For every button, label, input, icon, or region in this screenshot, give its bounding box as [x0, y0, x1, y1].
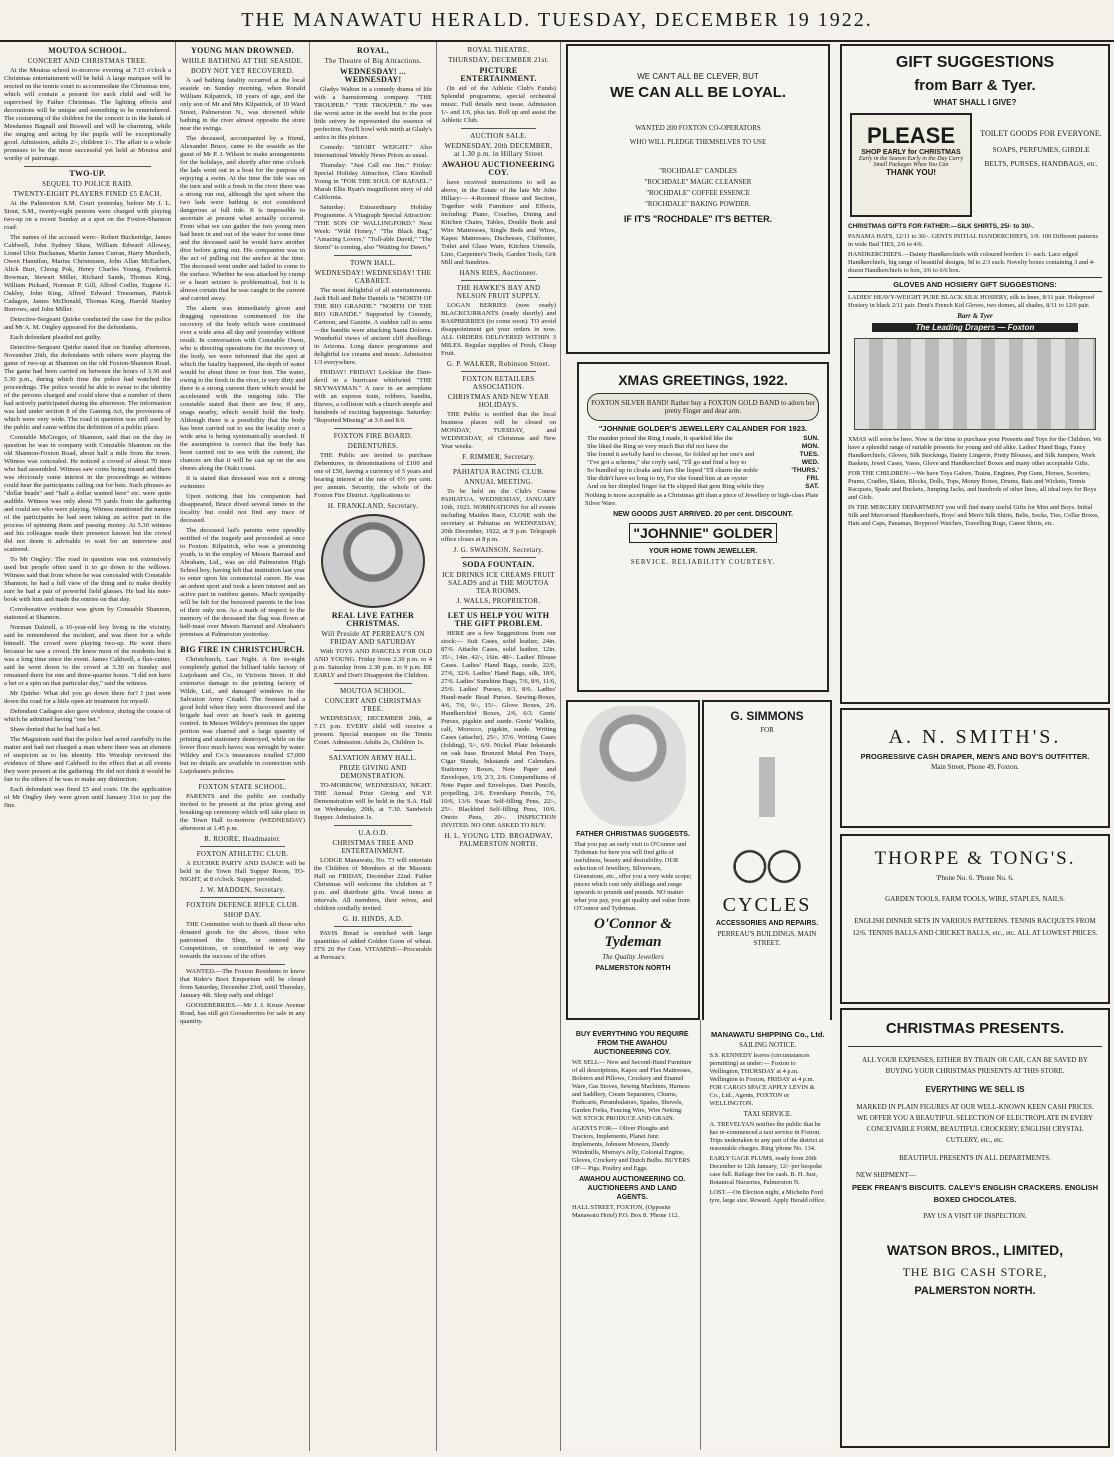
ad-text: Main Street, Phone 49, Foxton. [931, 763, 1019, 771]
paragraph: Gladys Walton in a comedy drama of life with a barnstorming company. "THE TROUPER." "THE TROUPER." He was the worst actor in the world but to the poor little snivey he represented the essence of perfection. You'll howl with mirth at Glady's antics in this picture. [314, 86, 432, 141]
paragraph: Corroborative evidence was given by Constable Shannon, stationed at Shannon. [4, 606, 171, 621]
signature: J. WALLS, PROPRIETOR. [456, 597, 541, 605]
subheadline: CHRISTMAS AND NEW YEAR HOLIDAYS. [447, 393, 550, 409]
subheadline: DEBENTURES. [347, 442, 399, 450]
ad-text: WE SELL— New and Second-Hand Furniture of all descriptions, Kapoc and Flax Mattresses, Bolsters and Pillows, Crockery and Enamel Ware, Gas Stoves, Sewing Machines, Harness and Saddlery, Cream Separators, Churns, Pushcarts, Perambulators, Spades, Shovels, Garden Forks, Fencing Wire, Wire Netting. WE STOCK PRODUCE AND GRAIN. [572, 1059, 692, 1122]
headline: ROYAL, [357, 46, 389, 55]
notice-title: THE HAWKE'S BAY AND NELSON FRUIT SUPPLY. [456, 284, 541, 300]
paragraph: (In aid of the Athletic Club's Funds) Splendid programme, special orchestral music. Full details next issue. Admission 1/- and 1/6, plus tax. Roll up and assist the Athletic Club. [441, 85, 556, 124]
verse: She found it awfully hard to choose, So folded up her one's and [587, 451, 755, 458]
ring-illustration [587, 393, 819, 421]
ad-text: LOST.—On Election night, a Michelin Ford tyre, large size. Reward. Apply Herald office. [709, 1189, 826, 1204]
ad-subheadline: EVERYTHING WE SELL IS [925, 1085, 1025, 1094]
day: FRI. [806, 475, 819, 482]
ad-text: ACCESSORIES AND REPAIRS. [715, 920, 819, 927]
verse: The maiden prized the Ring I made, It sparkled like the [587, 435, 733, 442]
ad-text: SOAPS, PERFUMES, GIRDLE BELTS, PURSES, HANDBAGS, etc. [984, 145, 1098, 168]
calendar-line [587, 443, 819, 450]
subheadline: Will Preside AT PERREAU'S ON FRIDAY AND SATURDAY [321, 630, 425, 646]
ad-headline: CHRISTMAS PRESENTS. [848, 1018, 1102, 1047]
ad-text: AGENTS FOR— Oliver Ploughs and Tractors, Implements, Planet Junr. Implements, Johnson Mowers, Dandy Windmills, Murray's Jelly, Colonial Engine, Gloves, Crockery and Dutch Bulbs. BUYERS OF— Pigs, Poultry and Eggs. [572, 1125, 691, 1172]
paragraph: A sad bathing fatality occurred at the local seaside on Sunday morning, when Ronald William Kilpatrick, 18 years of age, and the only son of Mr and Mrs Kilpatrick, of 10 Ward Street, Palmerston N., was drowned while bathing in the river almost opposite the store near the swings. [180, 77, 305, 132]
paragraph: WEDNESDAY, DECEMBER 20th, at 7.15 p.m. EVERY child will receive a present. Special marquee on the Tennis Court. Admission: Adults 2s, Children 1s. [314, 715, 432, 746]
ad-headline: BUY EVERYTHING YOU REQUIRE FROM THE AWAHOU AUCTIONEERING COY. [575, 1031, 689, 1056]
ad-headline: from Barr & Tyer. [914, 77, 1036, 94]
ad-text: YOUR HOME TOWN JEWELLER. [648, 548, 758, 555]
ad-text: PERREAU'S BUILDINGS, MAIN STREET. [717, 930, 817, 947]
paragraph: Saturday: Extraordinary Holiday Programme. A Vitagraph Special Attraction: "THE SON OF WALLINGFORD." Next Week: "Wild Honey," "The Black Bag," "Amazing Lovers," "Toll-able David," "The Storm" is coming, also "Waiting for Dawn." [314, 204, 432, 251]
day: WED. [801, 459, 819, 466]
notice-title: FOXTON ATHLETIC CLUB. [196, 850, 289, 858]
paragraph: The deceased lad's parents were speedily notified of the tragedy and proceeded at once to Foxton. Kilpatrick, who was a promising youth, is in the employ of Messrs Barraud and Abraham, Ltd., was an old Palmerston High School boy, having left that institution last year to enter upon his commercial career. He was an ardent sport and took a keen interest and an active part in outdoor games. Much sympathy will be felt for the bereaved parents in the loss of their only son. As a mark of respect to the memory of the deceased the flag was flown at half-mast over Messrs Barraud and Abraham's premises at Palmerston yesterday. [180, 527, 305, 638]
ad-text: PALMERSTON NORTH. [914, 1285, 1036, 1297]
day: SUN. [803, 435, 819, 442]
ad-text: HANDKERCHIEFS.—Dainty Handkerchiefs with coloured borders 1/- each. Lace edged Handkerchiefs, big range of beautiful designs, 9d to 2/3 each. Novelty boxes containing 3 and 4-dozen Handkerchiefs to box, 3/6 to 6/6 box. [848, 251, 1096, 274]
paragraph: The most delightful of all entertainments. Jack Holt and Bebe Daniels in "NORTH OF THE RIO GRANDE." "NORTH OF THE RIO GRANDE." Supported by Comedy, Cartoon, and Gazette. A sudden call to arms—the bandits were attacking Santa Dolores. Wonderful views of ancient cliff dwellings in Arizona. Long dance programme and delightful ice creams and music. Admission 1/3 everywhere. [314, 287, 432, 366]
paragraph: have received instructions to sell as above, in the Estate of the late Mr John Hillary:— 4-Roomed House and Section, Together with Furniture and Effects, including: Piano, Couches, Dining and Kitchen Chairs, Tables, Double Beds and Wire Mattresses, Single Beds and Wires, Kapoc Mattresses, Duchesses, Chiffonier, Toilet and Glass Ware, Kitchen Utensils, Lino, Carpenter's Tools, Garden Tools, Grit Mill and Sundries. [441, 179, 556, 266]
please-label: PLEASE [866, 123, 956, 148]
ad-text: SAILING NOTICE. [739, 1041, 797, 1049]
paragraph: The alarm was immediately given and dragging operations commenced for the recovery of the body which were continued over a wide area all day and yesterday without result. In conversation with Constable Owen, who is directing operations for the recovery of the body, we were informed that the spot at which the fatality happened, the depth of water would be about three or four feet. The water, owing to the fresh in the river, is very dirty and there is a strong current there which would be accelerated with the outgoing tide. The constable stated that there are few, if any, snags nearby, which would hold the body. Although there is a possibility that the body has been carried out to sea the locality over a wide area is being systematically searched. If the assumption is correct that the body has been carried out to sea with the current, the chances are that it will be cast up on the sea shores along the Otaki coast. [180, 305, 305, 472]
subheadline: The Theatre of Big Attractions. [324, 57, 422, 65]
ad-list-item: "ROCHDALE" BAKING POWDER. [645, 200, 751, 208]
ad-text: S.S. KENNEDY leaves (circumstances permitting) as under:— Foxton to Wellington, THURSDAY at 4 p.m. Wellington to Foxton, FRIDAY at 4 p.m. FOR CARGO SPACE APPLY LEVIN & Co., Ltd., Agents, FOXTON or WELLINGTON. [709, 1052, 815, 1107]
paragraph: PARENTS and the public are cordially invited to be present at the prize giving and breaking-up ceremony which will take place in the Town Hall to-morrow (WEDNESDAY) afternoon at 1.45 p.m. [180, 793, 305, 832]
subheadline: SHOP DAY. [223, 911, 262, 919]
simmons-advert [702, 700, 832, 1030]
ad-text: FOXTON SILVER BAND! Rather buy a FOXTON GOLD BAND to adorn her pretty Finger and dear arm. [591, 399, 815, 415]
notice-title: FOXTON FIRE BOARD. [333, 432, 413, 440]
paragraph: Detective-Sergeant Quirke conducted the case for the police and Mr A. M. Ongley appeared for the defendants. [4, 316, 171, 331]
santa-illustration [580, 706, 686, 826]
column-2 [176, 42, 310, 1451]
ad-brand: CYCLES [722, 894, 812, 916]
ad-headline: XMAS GREETINGS, 1922. [618, 372, 788, 388]
paragraph: Detective-Sergeant Quirke stated that on Sunday afternoon, November 26th, the defendants with others were playing the game of two-up at Shannon on the old Foxton-Shannon Road. The game had been carried on between the hours of 3.30 and 5.30 p.m., during which time the police had watched the proceedings. The police would be able to swear to the identity of the persons charged and could show that a number of them had actively participated during the afternoon. The information was laid under section 8 of the Gaming Act, the provisions of which were very wide. The road in question was still used by the public and came within the definition of a public place. [4, 344, 171, 431]
headline: TWO-UP. [69, 169, 106, 178]
paragraph: THE Committee wish to thank all those who donated goods for the above, those who patronised the Shop, or entered the Competitions, or contributed in any way towards the success of the effort. [180, 921, 305, 960]
ad-text: ENGLISH DINNER SETS IN VARIOUS PATTERNS. TENNIS RACQUETS FROM 12/6. TENNIS BALLS AND CRICKET BALLS, etc., etc. ALL AT LOWEST PRICES. [852, 917, 1098, 937]
ad-text: PANAMA HATS, 12/11 to 30/-. GENTS INITIAL HANDERCHIEFS, 1/9. 100 Different patterns in wide Bad TIES, 2/6 to 4/6. [848, 233, 1098, 248]
headline: YOUNG MAN DROWNED. [191, 46, 294, 55]
barr-tyer-logo: Barr & Tyer [957, 312, 993, 320]
santa-illustration [321, 514, 425, 608]
calendar-line [587, 451, 819, 458]
ad-text: FOR THE CHILDREN:—We have Toys Galore, Trains, Engines, Pop Guns, Horses, Scooters, Prams, Cradles, Slates, Blocks, Dolls, Tops, Money Boxes, Drums, Bats and Wickets, Tennis Racquets, Spade and Buckets, Jumping Jacks, and hundreds of other lines, all ideal toys for Boys and Girls. [848, 470, 1097, 501]
ad-text: NEW GOODS JUST ARRIVED. 20 per cent. DISCOUNT. [613, 511, 793, 518]
signature: H. L. YOUNG LTD. BROADWAY, PALMERSTON NORTH. [444, 832, 553, 848]
paragraph: The deceased, accompanied by a friend, Alexander Bruce, came to the seaside as the guest of Mr P. J. Wilson to make arrangements for the holidays, and shortly after nine o'clock the lads went out in a boat for the purpose of enjoying a swim. At the time the tide was on the turn and with a fresh in the river there was a strong run out, although the spot where the two lads were bathing is not considered dangerous at full tide. It is impossible to ascertain at present what actually occurred. From what we can gather the two young men had been in and out of the water for some time and the deceased said he would have another dive before going out. His companion was in the act of pulling out the anchor at the time. The deceased went under and failed to come to the surface. Whether he was attacked by cramp or a heart seizure is problematical, but it is almost certain that he was caught in the current and carried away. [180, 135, 305, 302]
verse: She liked the Ring so very much But did not have the [587, 443, 729, 450]
ad-text: PAY US A VISIT OF INSPECTION. [923, 1212, 1027, 1220]
paragraph: The names of the accused were:- Robert Buckeridge, James Caldwell, John Sydney Shaw, William Edward Alloway, Lionel Ulric Buchanan, Martin James Curran, Harry Murdoch, Owen Hannifan, Marius Christensen, John Allan McEachen, Alick Burr, Chong Pok, Henry Charles Young, Frederick Bowman, Stewart Miller, Richard Sands, Thomas King, William Pickard, Norman P. Gill, Alfred Codlin, Eugene G. Oakley, John King, Alfred Edward Tresseman, Patrick Cadagon, James McDonald, Thomas King, Harold Stanley Burrows, and John Miller. [4, 234, 171, 313]
ad-list-item: "ROCHDALE" COFFEE ESSENCE [646, 189, 750, 197]
barr-tyer-advert [840, 44, 1110, 704]
notice-title: MOUTOA SCHOOL. [340, 687, 406, 695]
ad-text: PEEK FREAN'S BISCUITS. CALEY'S ENGLISH CRACKERS. ENGLISH BOXED CHOCOLATES. [851, 1183, 1099, 1204]
notice-title: FOXTON DEFENCE RIFLE CLUB. [186, 901, 299, 909]
day: MON. [801, 443, 819, 450]
ad-tagline: The Leading Drapers — Foxton [872, 323, 1078, 332]
ad-text: CHRISTMAS GIFTS FOR FATHER:—SILK SHIRTS, 25/- to 30/-. [848, 223, 1034, 230]
masthead: THE MANAWATU HERALD. TUESDAY, DECEMBER 19 1922. [0, 0, 1114, 42]
headline: AWAHOU AUCTIONEERING COY. [442, 160, 555, 177]
calendar-line [587, 459, 819, 466]
notice-title: ROYAL THEATRE. [467, 46, 530, 54]
shop-early-box [850, 113, 972, 217]
ad-brand: "JOHNNIE" GOLDER [629, 523, 777, 543]
column-1 [0, 42, 176, 1451]
ad-list-item: "ROCHDALE" MAGIC CLEANSER [644, 178, 752, 186]
notice-title: PAHIATUA RACING CLUB. [452, 468, 545, 476]
subheadline: TWENTY-EIGHT PLAYERS FINED £5 EACH. [13, 190, 162, 198]
ad-text: GARDEN TOOLS, FARM TOOLS, WIRE, STAPLES, NAILS. [885, 895, 1065, 903]
ad-text: PROGRESSIVE CASH DRAPER, MEN'S AND BOY'S OUTFITTER. [860, 752, 1090, 761]
ad-headline: GIFT SUGGESTIONS [895, 54, 1055, 71]
ad-brand: O'Connor & Tydeman [594, 916, 672, 950]
subheadline: WEDNESDAY, 20th DECEMBER, at 1.30 p.m. in Hillary Street [444, 142, 553, 158]
paragraph: A EUCHRE PARTY AND DANCE will be held in the Town Hall Supper Room, TO-NIGHT, at 8 o'clock. Supper provided. [180, 860, 305, 883]
ad-subheadline: "JOHNNIE GOLDER'S JEWELLERY CALANDER FOR 1923. [598, 424, 808, 433]
ad-list-item: "ROCHDALE" CANDLES [659, 167, 737, 175]
ad-text: IN THE MERCERY DEPARTMENT you will find many useful Gifts for Men and Boys. Initial Silk and Mercerised Handkerchiefs, Boys' and Men's Silk Shirts, Belts, Socks, Ties, Collar Boxes, Hats and Caps, Panamas, Boyproof Watches, Travelling Rugs, Canoe Shirts, etc. [848, 504, 1099, 527]
paragraph: PAVIS Bread is enriched with large quantities of added Golden Goon of wheat. IT'S 20 Per Cent. VITAMINE—Procurable at Perreau's. [314, 930, 432, 961]
paragraph: Upon noticing that his companion had disappeared, Bruce dived several times in the locality but could not find any trace of deceased. [180, 493, 305, 524]
ad-headline: MANAWATU SHIPPING Co., Ltd. [710, 1030, 825, 1039]
ad-text: LADIES' HEAVY-WEIGHT PURE BLACK SILK HOSIERY, silk to knee, 8/11 pair. Holeproof Hosiery in black 2/11 pair. Dent's French Kid Gloves, two domes, all shades, 8/11 to 12/6 pair. [848, 294, 1095, 309]
headline: MOUTOA SCHOOL. [48, 46, 127, 55]
column-3 [310, 42, 437, 1451]
ad-text: FOR [760, 726, 774, 734]
day: TUES. [799, 451, 819, 458]
subheadline: ICE DRINKS ICE CREAMS FRUIT SALADS and at THE MOUTOA TEA ROOMS. [442, 571, 555, 595]
notice-title: AUCTION SALE. [470, 132, 527, 140]
ad-text: A. TREVELYAN notifies the public that he has re-commenced a taxi service in Foxton. Trips undertaken to any part of the district at reasonable charges. Ring 'phone No. 134. [709, 1121, 824, 1152]
paragraph: LODGE Manawatu, No. 73 will entertain the Children of Members at the Masonic Hall on FRIDAY, December 22nd. Father Christmas will welcome the children at 7 p.m. and distribute gifts. Vocal items at intervals. All members, their wives, and children cordially invited. [314, 857, 432, 912]
paragraph: GOOSEBERRIES.—Mr J. J. Kruze Avenue Road, has still got Gooseberries for sale in any quantity. [180, 1002, 305, 1025]
headline: SODA FOUNTAIN. [462, 560, 535, 569]
headline: LET US HELP YOU WITH THE GIFT PROBLEM. [447, 611, 550, 628]
paragraph: Christchurch, Last Night. A fire to-night completely gutted the billiard table factory of Lutjohann and Co., in Victoria Street. It did extensive damage to the printing factory of Wilde, Ltd., and damaged windows in the Salvation Army Citadel. The firemen had a good hold when they were discovered and the brigade had over an hour's task in gaining control. In Messrs Wildey's premises the upper portion was charred and a large quantity of printing and stationery destroyed, while on the lower floor much havoc was wrought by water. Wildey and Co.'s insurances totalled £7,000 but no details are available in connection with Lutjohann's policies. [180, 656, 305, 775]
paragraph: Thursday: "Just Call me Jim." Friday: Special Holiday Attraction, Clara Kimball Young in "FOR THE SOUL OF RAFAEL." Marah Ellis Ryan's magnificent story of old California. [314, 162, 432, 201]
ad-text: That you pay an early visit to O'Connor and Tydeman for here you will find gifts of usefulness, beauty and desirability. OUR selection of Jewellery, Silverware, Greenstone, etc., offer you a very wide scope; pieces which cost only shillings and range upwards to pounds and pounds. NO matter what you pay, you get quality and value from O'Connor and Tydeman. [574, 841, 692, 912]
verse: "I've got a scheme," she coyly said, "I'll go and find a boy to [587, 459, 747, 466]
ad-text: THE BIG CASH STORE, [902, 1265, 1048, 1279]
paragraph: Norman Dalziell, a 16-year-old boy living in the vicinity, said he remembered the incident, and was there for a while himself. The crowd were playing two-up. He went there because he saw a crowd. He knew most of the residents but it was a long time since the event. James Caldwell, a flax-cutter, said he went down to the crowd at 3.30 on Sunday and remained there for one and three-quarter hours. "I did not have a bet or a spin on that particular day," said the witness. [4, 624, 171, 687]
toys-illustration [854, 338, 1096, 430]
ad-text: ALL YOUR EXPENSES, EITHER BY TRAIN OR CAR, CAN BE SAVED BY BUYING YOUR CHRISTMAS PRESENTS AT THIS STORE. [862, 1056, 1088, 1075]
paragraph: At the Palmerston S.M. Court yesterday, before Mr J. L. Stout, S.M., twenty-eight persons were charged with playing two-up on a recent Sunday at a spot on the Foxton-Shannon road. [4, 200, 171, 231]
subheadline: PRIZE GIVING AND DEMONSTRATION. [339, 764, 407, 780]
lower-notices [566, 1020, 832, 1450]
subheadline: CONCERT AND CHRISTMAS TREE. [27, 57, 148, 65]
ad-brand: THORPE & TONG'S. [874, 848, 1076, 869]
signature: G. P. WALKER, Robinson Street. [446, 360, 551, 368]
paragraph: THE Public is notified that the local business places will be closed on MONDAY, TUESDAY, and WEDNESDAY, of Christmas and New Year weeks. [441, 411, 556, 450]
subheadline: BODY NOT YET RECOVERED. [191, 67, 294, 75]
ad-text: TOILET GOODS FOR EVERYONE. [980, 129, 1102, 138]
ad-text: XMAS will soon be here. Now is the time to purchase your Presents and Toys for the Children. We have a splendid range of suitable presents for young and old alike. Ladies' Hand Bags, Fancy Handkerchiefs, Gloves, Silk Stockings, Dainty Lingerie, Pretty Blouses, and Silk Jumpers, Work Baskets, Jewel Cases, Vases, Glove and Handkerchief Boxes and many other acceptable Gifts. [848, 436, 1102, 467]
thorpe-tong-advert [840, 834, 1110, 1004]
notice-title: FOXTON STATE SCHOOL. [198, 783, 287, 791]
paragraph: Constable McGregor, of Shannon, said that on the day in question he was in company with Constable Shannon on the old Shannon-Foxton Road, about half a mile from the town. Witness was concealed. He noticed a crowd of about 70 men who had assembled. Witness saw coins being tossed and there was obviously some interest in the proceedings as witness could hear the participants calling out for bets. Such phrases as "dollar heads" and "half a dollar wanted here" etc. were quite audible. Witness was only about 75 yards from the gathering and could see who were playing. Witness mentioned the names of the participants he had seen taking an active part in the process of spinning them and passing money. At 5.30 witness and his colleague made their presence known but the crowd did not deem it advisable to wait for an interview and scattered. [4, 434, 171, 553]
oconnor-advert [566, 700, 700, 1020]
calendar-line [587, 475, 819, 482]
signature: H. FRANKLAND, Secretary. [327, 502, 419, 510]
ad-text: MARKED IN PLAIN FIGURES AT OUR WELL-KNOWN KEEN CASH PRICES. WE OFFER YOU A BEAUTIFUL SELECTION OF ELECTROPLATE IN EVERY CONCEIVABLE FORM, BEAUTIFUL CROCKERY, ENGLISH CRYSTAL CUTLERY, etc., etc. [856, 1103, 1094, 1144]
cyclist-illustration [724, 739, 810, 889]
paragraph: HERE are a few Suggestions from our stock:— Suit Cases, solid leather, 24in. 87/6. Attache Cases, solid leather, 12in. 35/-, 14in. 42/-, 16in. 48/-. Ladies' Blouse Cases. Ladies' Hand Bags, suede, 22/6, 27/6, 32/6. Ladies' Hand Bags, silk, 18/6, 27/6. Ladies' Sunshine Bags, 7/6, 8/6, 11/6, 25/6. Ladies' Purses, 8/3, 8/6. Ladies' Hand-made Bead Purses. Sewing-Boxes, 4/6, 7/6, 9/-, 15/-. Glove Boxes, 2/6. Handkerchief Boxes, 2/6, 6/3. Gents' Purses, pigskin and suede. Gents' Wallets, calf, Morocco, pigskin, suede. Writing Cases (attache), 25/-, 37/6. Writing Cases (folding), 5/-, 6/9. Nickel Plate Inkstands on oak base. Bronzed Metal Pen Trays, Cigar Stands, Inkstands and Calendars. Stationery Boxes, Note Paper and Envelopes, 1/9, 2/3, 2/6. Compendiums of Note Paper and Envelopes. Dart Pencils, propelling, 2/6. Eversharp Pencils, 7/6, 10/6, 13/6. Swan Self-filling Pens, 22/-, 25/-. Blackbird Self-filling Pens, 10/6. Onoto Pens, 20/-. INSPECTION INVITED. NO ONE ASKED TO BUY. [441, 630, 556, 829]
notice-title: FOXTON RETAILERS ASSOCIATION. [462, 375, 535, 391]
ad-slogan: IF IT'S "ROCHDALE" IT'S BETTER. [623, 214, 773, 224]
calendar-line [587, 467, 819, 474]
ad-text: The Quality Jewellers [602, 953, 664, 961]
verse: And on her dimpled finger fat He slipped that gem Ring while they [587, 483, 765, 490]
paragraph: It is stated that deceased was not a strong swimmer. [180, 475, 305, 490]
paragraph: TO-MORROW, WEDNESDAY, NIGHT. THE Annual Prize Giving and Y.P. Demonstration will be held in the S.A. Hall on Wednesday, 20th, at 7.30. Sandwich Supper. Admission 1s. [314, 782, 432, 821]
headline: BIG FIRE IN CHRISTCHURCH. [180, 645, 305, 654]
ad-subheadline: GLOVES AND HOSIERY GIFT SUGGESTIONS: [848, 277, 1102, 292]
paragraph: The Magistrate said that the police had acted carefully in the matter and had not charged a man where there was an element of suspicion as to his identity. His Worship reviewed the evidence of Shaw and Caldwell to the effect that at all events they were present at the gathering. He did not think it would be fair to the others if he was to make any distinction. [4, 736, 171, 783]
paragraph: To Mr Ongley: The road in question was not extensively used but people often used it to go down to the willows. Witness said that from where he was concealed with Constable Shannon, he had a full view of the thing and to make doubly sure he had a pair of powerful field glasses. He had his note-book with him and made the entries on that day. [4, 556, 171, 603]
subheadline: CHRISTMAS TREE AND ENTERTAINMENT. [332, 839, 414, 855]
golder-advert [577, 362, 829, 692]
shop-early-text: Early in the Season Early in the Day Carry Small Packages When You Can [859, 156, 963, 168]
ad-brand: A. N. SMITH'S. [888, 726, 1062, 748]
subheadline: THURSDAY, DECEMBER 21st. [448, 56, 549, 64]
ad-text: PALMERSTON NORTH [595, 965, 671, 972]
thank-you-label: THANK YOU! [885, 168, 937, 177]
paragraph: Comedy: "SHORT WEIGHT." Also International Weekly News Prices as usual. [314, 144, 432, 159]
signature: J. W. MADDEN, Secretary. [200, 886, 285, 894]
ad-text: HALL STREET, FOXTON, (Opposite Manawatu Hotel) P.O. Box 8. 'Phone 112. [572, 1204, 680, 1219]
column-4 [437, 42, 561, 1451]
paragraph: With TOYS AND PARCELS FOR OLD AND YOUNG. Friday from 2.30 p.m. to 4 p.m. Saturday from 2.30 p.m. to 9 p.m. BE EARLY and Don't Disappoint the Children. [314, 648, 432, 679]
paragraph: Defendant Cadagon also gave evidence, during the course of which he admitted having "one bet." [4, 708, 171, 723]
ad-text: Nothing is more acceptable as a Christmas gift than a piece of Jewellery or high-class Plate Silver Ware. [585, 492, 819, 507]
ad-subheadline: WHAT SHALL I GIVE? [933, 98, 1017, 107]
ad-text: NEW SHIPMENT— [856, 1171, 916, 1179]
ad-text: EARLY GAGE PLUMS, ready from 20th December to 12th January, 12/- per bespoke case full. Railage free for cash. B. H. Just, Botanical Nurseries, Palmerston N. [709, 1155, 823, 1186]
ad-text: WE CAN'T ALL BE CLEVER, BUT [637, 72, 759, 81]
paragraph: LOGAN BERRIES (now ready) BLACKCURRANTS (ready shortly) and RASPBERRIES (to come soon). TO avoid disappointment get your orders in now. ALL ORDERS DELIVERED WITHIN 3 MILES. Regular supplies of Fresh, Cheap Fruit. [441, 302, 556, 357]
paragraph: THE Public are invited to purchase Debentures, in denominations of £100 and one of £50, having a currency of 5 years and bearing interest at the rate of 6½ per cent. per annum. Security, the whole of the Foxton Fire District. Applications to [314, 452, 432, 499]
headline: REAL LIVE FATHER CHRISTMAS. [331, 611, 415, 628]
ad-headline: G. SIMMONS [730, 709, 804, 723]
day: 'THURS.' [791, 467, 819, 474]
signature: J. G. SWAINSON, Secretary. [453, 546, 544, 554]
ad-headline: WE CAN ALL BE LOYAL. [609, 84, 787, 101]
paragraph: Each defendant was fined £5 and costs. On the application of Mr Ongley they were given until January 31st to pay the fine. [4, 786, 171, 809]
verse: She didn't have so long to try, For she found him at an oyster [587, 475, 748, 482]
ad-headline: FATHER CHRISTMAS SUGGESTS. [576, 831, 690, 838]
notice-title: U.A.O.D. [358, 829, 388, 837]
paragraph: At the Moutoa school to-morrow evening at 7.15 o'clock a Christmas entertainment will be held. A large marquee will be erected on the tennis court to accommodate the Christmas tree, which will contain a present for each child and will be supervised by Father Christmas. The lighting effects and decorations will be unique and something to be remembered. The costuming of the children for the concert is in the hands of Mesdames Bagnall and Boswell and will be charming, while the singing and acting by the pupils will be exceptionally good. Admission, adults 2/-, children 1/-. The affair is a whole promises to be the most successful yet held at Moutoa and worthy of patronage. [4, 67, 171, 162]
ad-headline: AWAHOU AUCTIONEERING CO. AUCTIONEERS AND LAND AGENTS. [579, 1176, 686, 1201]
ad-text: WANTED 200 FOXTON CO-OPERATORS WHO WILL PLEDGE THEMSELVES TO USE [629, 124, 767, 146]
calendar-line [587, 435, 819, 442]
ad-text: SERVICE. RELIABILITY COURTESY. [630, 558, 776, 566]
verse: So bundled up in cloaks and furs She lisped "I'll charm the noble [587, 467, 758, 474]
day: SAT. [805, 483, 819, 490]
paragraph: Mr Quirke: What did you go down there for? I just went down the road for a little open air treatment for myself. [4, 690, 171, 705]
watson-advert [840, 1008, 1110, 1448]
headline: PICTURE ENTERTAINMENT. [460, 66, 537, 83]
signature: R. ROORE, Headmaster. [204, 835, 281, 843]
subheadline: ANNUAL MEETING. [464, 478, 533, 486]
subheadline: CONCERT AND CHRISTMAS TREE. [324, 697, 422, 713]
subheadline: SEQUEL TO POLICE RAID. [42, 180, 133, 188]
ad-text: 'Phone No. 6. 'Phone No. 6. [936, 874, 1014, 882]
paragraph: Shaw denied that he had had a bet. [10, 726, 102, 733]
ad-headline: TAXI SERVICE. [743, 1110, 792, 1118]
calendar-line [587, 483, 819, 490]
ad-text: BEAUTIFUL PRESENTS IN ALL DEPARTMENTS. [899, 1154, 1051, 1162]
notice-title: SALVATION ARMY HALL. [328, 754, 417, 762]
headline: WEDNESDAY! ... WEDNESDAY! [339, 67, 407, 84]
signature: G. H. HINDS, A.D. [342, 915, 404, 923]
paragraph: To be held on the Club's Course PAHIATUA. WEDNESDAY, JANUARY 10th, 1923. NOMINATIONS for all events including Maiden Race, CLOSE with the secretary at Pahiatua on WEDNESDAY, 20th December, 1922, at 9 p.m. Telegraph office closes at 8 p.m. [441, 488, 556, 543]
ad-brand: WATSON BROS., LIMITED, [886, 1242, 1064, 1258]
signature: F. RIMMER, Secretary. [462, 453, 535, 461]
paragraph: FRIDAY! FRIDAY! Locklear the Dare-devil in a hurricane whirlwind "THE SKYWAYMAN." A race in an aeroplane with an express train, robbers, bandits, thieves, a collision with a church steeple and hundreds of exciting happenings. Saturday: "Reported Missing" at 3.0 and 8.0. [314, 369, 432, 424]
paragraph: Each defendant pleaded not guilty. [10, 334, 102, 341]
subheadline: WHILE BATHING AT THE SEASIDE. [181, 57, 304, 65]
rochdale-advert [566, 44, 830, 354]
shop-early-label: SHOP EARLY for CHRISTMAS [861, 149, 961, 156]
signature: HANS RIES, Auctioneer. [459, 269, 538, 277]
subheadline: WEDNESDAY! WEDNESDAY! THE CABARET. [314, 269, 432, 285]
smith-advert [840, 708, 1110, 828]
notice-title: TOWN HALL. [349, 259, 397, 267]
paragraph: WANTED.—The Foxton Residents to know that Rider's Boot Emporium will be closed from Saturday, December 23rd, until Thursday, January 4th. Shop early and oblige! [180, 968, 305, 999]
